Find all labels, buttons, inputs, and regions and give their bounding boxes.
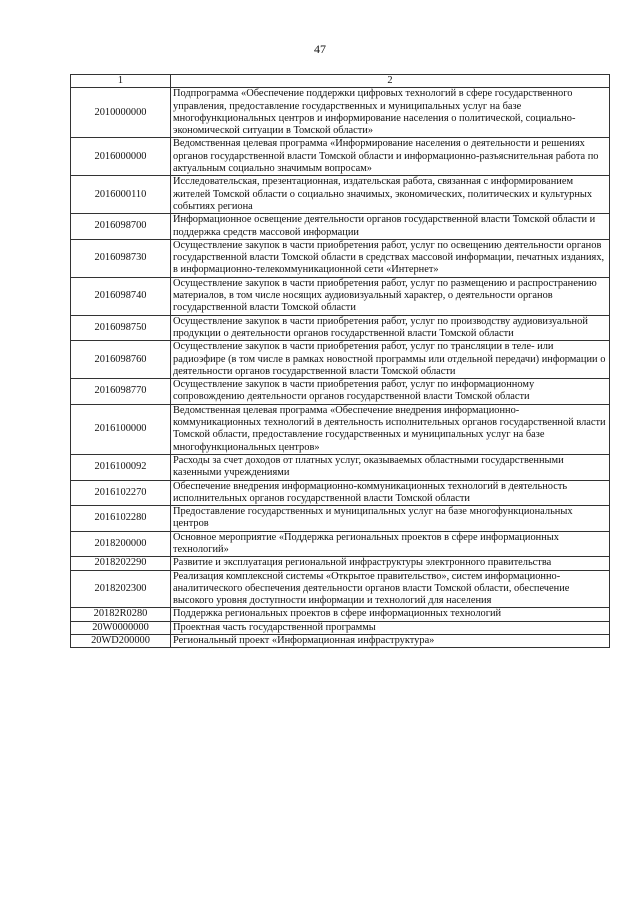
table-row	[71, 138, 610, 176]
table-row	[71, 506, 610, 532]
table-row	[71, 214, 610, 240]
table-row	[71, 480, 610, 506]
row-code: 20182R0280	[71, 608, 171, 621]
row-code: 2016000000	[71, 138, 171, 176]
table-row	[71, 341, 610, 379]
table-row	[71, 88, 610, 138]
column-header-description: 2	[171, 75, 610, 88]
row-description: Осуществление закупок в части приобретения работ, услуг по размещению и распространению материалов, в том числе носящих аудиовизуальный характер, о деятельности органов государственной власти Томской области	[171, 277, 610, 315]
row-code: 2018202290	[71, 557, 171, 570]
table-header-row	[71, 75, 610, 88]
row-description: Исследовательская, презентационная, издательская работа, связанная с информированием жителей Томской области о социально значимых, экономических, политических и культурных событиях региона	[171, 176, 610, 214]
row-code: 2018202300	[71, 570, 171, 608]
table-row	[71, 239, 610, 277]
table-row	[71, 635, 610, 648]
row-description: Поддержка региональных проектов в сфере информационных технологий	[171, 608, 610, 621]
table-row	[71, 570, 610, 608]
table-row	[71, 404, 610, 454]
table-row	[71, 608, 610, 621]
row-code: 2016102280	[71, 506, 171, 532]
row-description: Региональный проект «Информационная инфраструктура»	[171, 635, 610, 648]
row-description: Развитие и эксплуатация региональной инфраструктуры электронного правительства	[171, 557, 610, 570]
row-code: 2010000000	[71, 88, 171, 138]
row-code: 2016102270	[71, 480, 171, 506]
row-code: 2016098700	[71, 214, 171, 240]
row-description: Обеспечение внедрения информационно-коммуникационных технологий в деятельность исполнительных органов государственной власти Томской области	[171, 480, 610, 506]
page-number: 47	[314, 42, 326, 56]
row-description: Осуществление закупок в части приобретения работ, услуг по информационному сопровождению деятельности органов государственной власти Томской области	[171, 379, 610, 405]
table-row	[71, 531, 610, 557]
row-description: Осуществление закупок в части приобретения работ, услуг по освещению деятельности органов государственной власти Томской области в средствах массовой информации, печатных изданиях, в информационно-телекоммуникационной сети «Интернет»	[171, 239, 610, 277]
row-code: 2016098740	[71, 277, 171, 315]
row-description: Проектная часть государственной программы	[171, 621, 610, 634]
row-code: 2018200000	[71, 531, 171, 557]
row-description: Осуществление закупок в части приобретения работ, услуг по производству аудиовизуальной продукции о деятельности органов государственной власти Томской области	[171, 315, 610, 341]
row-code: 20W0000000	[71, 621, 171, 634]
row-description: Реализация комплексной системы «Открытое правительство», систем информационно-аналитического обеспечения деятельности органов власти Томской области, обеспечение высокого уровня доступности информации и технологий для населения	[171, 570, 610, 608]
table-row	[71, 621, 610, 634]
row-code: 2016100000	[71, 404, 171, 454]
row-code: 2016100092	[71, 454, 171, 480]
table-row	[71, 454, 610, 480]
row-description: Осуществление закупок в части приобретения работ, услуг по трансляции в теле- или радиоэфире (в том числе в рамках новостной программы или отдельной передачи) информации о деятельности органов государственной власти Томской области	[171, 341, 610, 379]
row-description: Расходы за счет доходов от платных услуг, оказываемых областными государственными казенными учреждениями	[171, 454, 610, 480]
table-row	[71, 277, 610, 315]
budget-classification-table	[70, 74, 610, 648]
row-description: Подпрограмма «Обеспечение поддержки цифровых технологий в сфере государственного управления, предоставление государственных и муниципальных услуг на базе многофункциональных центров и информирование населения о политической, социально-экономической ситуации в Томской области»	[171, 88, 610, 138]
row-code: 2016098770	[71, 379, 171, 405]
row-description: Информационное освещение деятельности органов государственной власти Томской области и поддержка средств массовой информации	[171, 214, 610, 240]
row-code: 20WD200000	[71, 635, 171, 648]
column-header-code: 1	[71, 75, 171, 88]
row-code: 2016098760	[71, 341, 171, 379]
row-description: Ведомственная целевая программа «Обеспечение внедрения информационно-коммуникационных технологий в деятельность исполнительных органов государственной власти Томской области, предоставление государственных и муниципальных услуг на базе многофункциональных центров»	[171, 404, 610, 454]
row-description: Ведомственная целевая программа «Информирование населения о деятельности и решениях органов государственной власти Томской области и информационно-разъяснительная работа по актуальным социально значимым вопросам»	[171, 138, 610, 176]
row-description: Основное мероприятие «Поддержка региональных проектов в сфере информационных технологий»	[171, 531, 610, 557]
row-code: 2016098750	[71, 315, 171, 341]
table-row	[71, 379, 610, 405]
table-row	[71, 557, 610, 570]
row-code: 2016000110	[71, 176, 171, 214]
row-description: Предоставление государственных и муниципальных услуг на базе многофункциональных центров	[171, 506, 610, 532]
row-code: 2016098730	[71, 239, 171, 277]
table-row	[71, 315, 610, 341]
table-row	[71, 176, 610, 214]
